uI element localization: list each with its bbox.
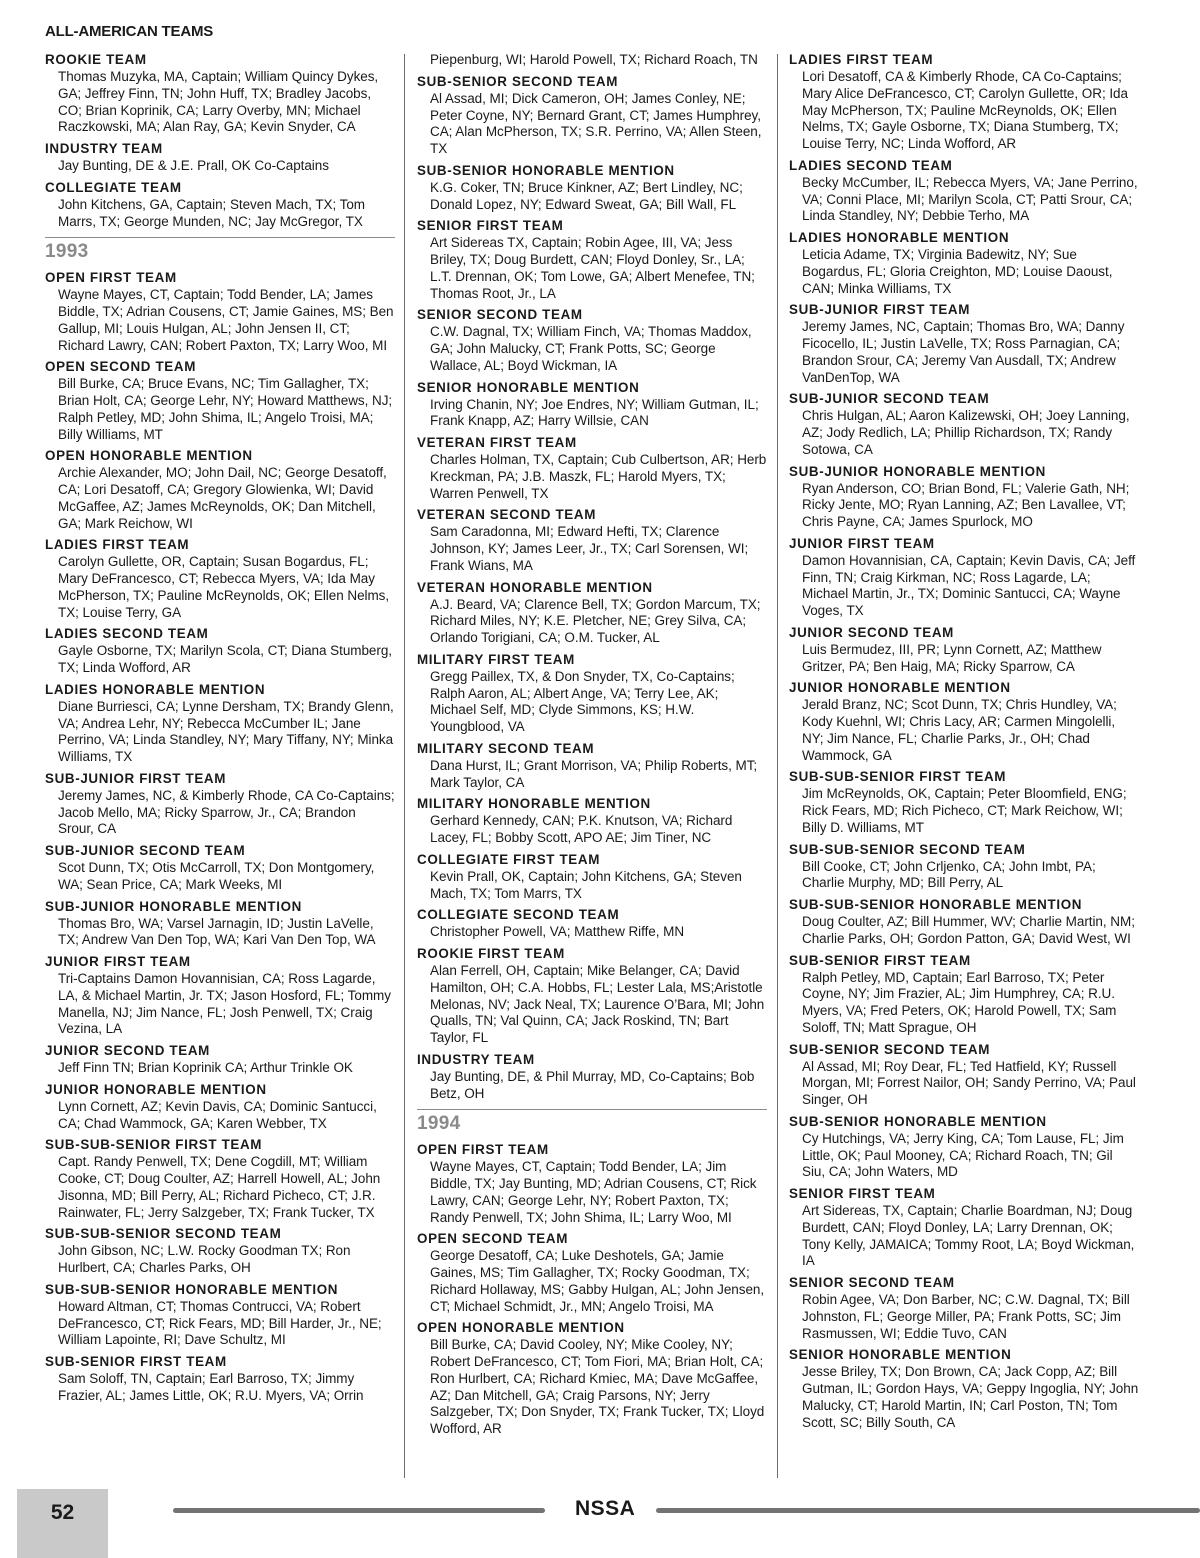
column-2 [417,51,767,1442]
team-title: OPEN HONORABLE MENTION [417,1320,625,1336]
team-members: Piepenburg, WI; Harold Powell, TX; Richard Roach, TN [430,52,758,67]
team-members: Lori Desatoff, CA & Kimberly Rhode, CA Co-Captains; Mary Alice DeFrancesco, CT; Carolyn Gullette, OR; Ida May McPherson, TX; Pauline McReynolds, OK; Ellen Nelms, TX; Gayle Osborne, TX; Diana Stumberg, TX; Louise Terry, NC; Linda Wofford, AR [802,69,1128,151]
team-title: SENIOR SECOND TEAM [789,1275,955,1290]
year-heading: 1994 [417,1109,767,1136]
team-title: LADIES FIRST TEAM [789,52,934,67]
team-title: SUB-SENIOR SECOND TEAM [417,73,619,89]
team-title: OPEN FIRST TEAM [45,270,177,286]
team-title: SENIOR FIRST TEAM [789,1186,936,1201]
team-title: INDUSTRY TEAM [417,1051,535,1067]
team-title: OPEN SECOND TEAM [417,1231,569,1247]
team-section [789,51,1139,153]
team-section [789,1346,1139,1431]
team-section [45,1136,395,1221]
team-members: Bill Burke, CA; Bruce Evans, NC; Tim Gallagher, TX; Brian Holt, CA; George Lehr, NY; Howard Matthews, NJ; Ralph Petley, MD; John Shima, IL; Angelo Troisi, MA; Billy Williams, MT [58,376,393,442]
column-1 [45,51,395,1409]
team-members: Jesse Briley, TX; Don Brown, CA; Jack Copp, AZ; Bill Gutman, IL; Gordon Hays, VA; Geppy Ingoglia, NY; John Malucky, CT; Harold Martin, IN; Carl Poston, TN; Tom Scott, SC; Billy South, CA [802,1364,1139,1430]
team-members: Cy Hutchings, VA; Jerry King, CA; Tom Lause, FL; Jim Little, OK; Paul Mooney, CA; Richard Roach, TN; Gil Siu, CA; John Waters, MD [802,1130,1124,1180]
team-members: Diane Burriesci, CA; Lynne Dersham, TX; Brandy Glenn, VA; Andrea Lehr, NY; Rebecca McCumber IL; Jane Perrino, VA; Linda Standley, NY; Mary Tiffany, NY; Minka Williams, TX [58,698,394,764]
team-title: JUNIOR FIRST TEAM [45,954,191,969]
team-title: VETERAN HONORABLE MENTION [417,579,653,595]
team-title: LADIES HONORABLE MENTION [45,681,266,697]
team-title: SUB-SENIOR FIRST TEAM [789,952,971,968]
team-title: SUB-SENIOR HONORABLE MENTION [417,162,675,178]
page-number-box [17,1489,108,1558]
team-section [789,157,1139,225]
team-members: Jeff Finn TN; Brian Koprinik CA; Arthur Trinkle OK [58,1060,353,1075]
team-members: Capt. Randy Penwell, TX; Dene Cogdill, MT; William Cooke, CT; Doug Coulter, AZ; Harrell Howell, AL; John Jisonna, MD; Bill Perry, AL; Richard Picheco, CT; J.R. Rainwater, FL; Jerry Salzgeber, TX; Frank Tucker, TX [58,1154,381,1220]
team-title: SUB-SENIOR FIRST TEAM [45,1354,227,1369]
team-title: SENIOR HONORABLE MENTION [789,1347,1012,1363]
team-members: Wayne Mayes, CT, Captain; Todd Bender, LA; Jim Biddle, TX; Jay Bunting, MD; Adrian Cousens, CT; Rick Lawry, CAN; George Lehr, NY; Robert Paxton, TX; Randy Penwell, TX; John Shima, IL; Larry Woo, MI [430,1159,757,1225]
team-members: Charles Holman, TX, Captain; Cub Culbertson, AR; Herb Kreckman, PA; J.B. Maszk, FL; Harold Myers, TX; Warren Penwell, TX [430,452,767,501]
team-section [45,140,395,175]
team-section [789,1274,1139,1342]
team-section [789,952,1139,1037]
team-members: Becky McCumber, IL; Rebecca Myers, VA; Jane Perrino, VA; Conni Place, MI; Marilyn Scola, CT; Patti Srour, CA; Linda Standley, NY; Debbie Terho, MA [802,174,1138,224]
team-section [789,463,1139,531]
team-members: John Kitchens, GA, Captain; Steven Mach, TX; Tom Marrs, TX; George Munden, NC; Jay McGregor, TX [58,196,366,229]
team-section [789,679,1139,764]
team-title: MILITARY SECOND TEAM [417,740,595,756]
team-members: Robin Agee, VA; Don Barber, NC; C.W. Dagnal, TX; Bill Johnston, FL; George Miller, PA; Frank Potts, SC; Jim Rasmussen, WI; Eddie Tuvo, CAN [802,1292,1130,1341]
team-title: ROOKIE FIRST TEAM [417,946,565,961]
team-title: SUB-SUB-SENIOR SECOND TEAM [45,1226,282,1242]
team-members: Sam Caradonna, MI; Edward Hefti, TX; Clarence Johnson, KY; James Leer, Jr., TX; Carl Sorensen, WI; Frank Wians, MA [430,524,749,573]
team-title: SUB-JUNIOR SECOND TEAM [45,843,246,858]
team-members: Jeremy James, NC, & Kimberly Rhode, CA Co-Captains; Jacob Mello, MA; Ricky Sparrow, Jr., CA; Brandon Srour, CA [58,787,395,837]
team-section [417,795,767,847]
column-divider [777,54,778,1478]
team-title: INDUSTRY TEAM [45,141,163,156]
team-title: LADIES SECOND TEAM [45,626,209,642]
team-title: SUB-SUB-SENIOR SECOND TEAM [789,841,1026,857]
team-members: A.J. Beard, VA; Clarence Bell, TX; Gordon Marcum, TX; Richard Miles, NY; K.E. Pletcher, NE; Grey Silva, CA; Orlando Torigiani, CA; O.M. Tucker, AL [430,596,761,645]
team-title: MILITARY HONORABLE MENTION [417,796,651,812]
team-section [45,1225,395,1277]
team-section [789,624,1139,676]
team-members: Gayle Osborne, TX; Marilyn Scola, CT; Diana Stumberg, TX; Linda Wofford, AR [58,643,392,675]
team-section [789,1113,1139,1181]
team-title: LADIES SECOND TEAM [789,157,953,173]
team-title: COLLEGIATE SECOND TEAM [417,907,620,923]
page-title: ALL-AMERICAN TEAMS [45,23,214,40]
footer-brand: NSSA [575,1497,636,1520]
team-members: Howard Altman, CT; Thomas Contrucci, VA; Robert DeFrancesco, CT; Rick Fears, MD; Bill Harder, Jr., NE; William Lapointe, RI; Dave Schultz, MI [58,1298,382,1348]
team-members: Bill Cooke, CT; John Crljenko, CA; John Imbt, PA; Charlie Murphy, MD; Bill Perry, AL [802,858,1096,891]
team-section [789,229,1139,297]
team-members: Ralph Petley, MD, Captain; Earl Barroso, TX; Peter Coyne, NY; Jim Frazier, AL; Jim Humphrey, CA; R.U. Myers, VA; Fred Peters, OK; Harold Powell, TX; Sam Soloff, TN; Matt Sprague, OH [802,969,1117,1035]
team-section [417,379,767,431]
team-members: Thomas Muzyka, MA, Captain; William Quincy Dykes, GA; Jeffrey Finn, TN; John Huff, TX; Bradley Jacobs, CO; Brian Koprinik, CA; Larry Overby, MN; Michael Raczkowski, MA; Alan Ray, GA; Kevin Snyder, CA [58,69,379,135]
team-section [45,953,395,1038]
team-members: Ryan Anderson, CO; Brian Bond, FL; Valerie Gath, NH; Ricky Jente, MO; Ryan Lanning, AZ; Ben Lavallee, VT; Chris Payne, CA; James Spurlock, MO [802,480,1130,529]
team-title: JUNIOR HONORABLE MENTION [45,1081,267,1097]
team-members: C.W. Dagnal, TX; William Finch, VA; Thomas Maddox, GA; John Malucky, CT; Frank Potts, SC; George Wallace, AL; Boyd Wickman, IA [430,324,752,373]
team-title: OPEN SECOND TEAM [45,359,197,375]
team-section [45,1042,395,1077]
team-members: George Desatoff, CA; Luke Deshotels, GA; Jamie Gaines, MS; Tim Gallagher, TX; Rocky Goodman, TX; Richard Hollaway, MS; Gabby Hulgan, AL; John Jensen, CT; Michael Schmidt, Jr., MN; Angelo Troisi, MA [430,1248,765,1314]
team-title: SUB-SUB-SENIOR FIRST TEAM [789,769,1007,785]
team-section [45,625,395,677]
team-title: SUB-SUB-SENIOR HONORABLE MENTION [45,1281,339,1297]
team-members: Thomas Bro, WA; Varsel Jarnagin, ID; Justin LaVelle, TX; Andrew Van Den Top, WA; Kari Van Den Top, WA [58,915,376,948]
team-title: VETERAN FIRST TEAM [417,435,577,450]
team-section [417,579,767,647]
team-members: Alan Ferrell, OH, Captain; Mike Belanger, CA; David Hamilton, OH; C.A. Hobbs, FL; Lester Lala, MS;Aristotle Melonas, NV; Jack Neal, TX; Laurence O’Bara, MI; John Qualls, TN; Val Quinn, CA; Jack Roskind, TN; Bart Taylor, FL [430,963,765,1045]
team-members: Gerhard Kennedy, CAN; P.K. Knutson, VA; Richard Lacey, FL; Bobby Scott, APO AE; Jim Tiner, NC [430,813,733,845]
team-title: JUNIOR HONORABLE MENTION [789,680,1011,696]
team-section [45,681,395,766]
team-members: Irving Chanin, NY; Joe Endres, NY; William Gutman, IL; Frank Knapp, AZ; Harry Willsie, CAN [430,396,759,429]
team-section [789,1041,1139,1109]
team-members: Al Assad, MI; Roy Dear, FL; Ted Hatfield, KY; Russell Morgan, MI; Forrest Nailor, OH; Sandy Perrino, VA; Paul Singer, OH [802,1058,1136,1107]
team-title: LADIES FIRST TEAM [45,537,190,553]
team-title: COLLEGIATE FIRST TEAM [417,851,601,867]
team-members: Archie Alexander, MO; John Dail, NC; George Desatoff, CA; Lori Desatoff, CA; Gregory Glowienka, WI; David McGaffee, AZ; James McReynolds, OK; Dan Mitchell, GA; Mark Reichow, WI [58,465,387,531]
team-members: Art Sidereas TX, Captain; Robin Agee, III, VA; Jess Briley, TX; Doug Burdett, CAN; Floyd Donley, Sr., LA; L.T. Drennan, OK; Tom Lowe, GA; Albert Menefee, TN; Thomas Root, Jr., LA [430,235,755,301]
team-members: Chris Hulgan, AL; Aaron Kalizewski, OH; Joey Lanning, AZ; Jody Redlich, LA; Phillip Richardson, TX; Randy Sotowa, CA [802,408,1130,457]
team-members: Luis Bermudez, III, PR; Lynn Cornett, AZ; Matthew Gritzer, PA; Ben Haig, MA; Ricky Sparrow, CA [802,641,1102,674]
team-members: Jim McReynolds, OK, Captain; Peter Bloomfield, ENG; Rick Fears, MD; Rich Picheco, CT; Mark Reichow, WI; Billy D. Williams, MT [802,786,1127,835]
team-section [417,945,767,1047]
team-section [417,740,767,792]
team-section [417,1141,767,1226]
team-title: JUNIOR SECOND TEAM [45,1043,210,1058]
team-section [45,269,395,354]
column-3 [789,51,1139,1435]
team-members: Dana Hurst, IL; Grant Morrison, VA; Philip Roberts, MT; Mark Taylor, CA [430,757,758,790]
team-section [45,842,395,894]
team-members: Damon Hovannisian, CA, Captain; Kevin Davis, CA; Jeff Finn, TN; Craig Kirkman, NC; Ross Lagarde, LA; Michael Martin, Jr., TX; Dominic Santucci, CA; Wayne Voges, TX [802,552,1136,618]
team-section [789,768,1139,836]
team-title: SUB-SUB-SENIOR FIRST TEAM [45,1137,263,1153]
team-section [45,770,395,838]
team-title: OPEN FIRST TEAM [417,1142,549,1158]
page-number: 52 [50,1501,75,1524]
team-section [417,851,767,903]
column-divider [404,54,405,1478]
team-section [417,1230,767,1315]
team-members: Al Assad, MI; Dick Cameron, OH; James Conley, NE; Peter Coyne, NY; Bernard Grant, CT; James Humphrey, CA; Alan McPherson, TX; S.R. Perrino, VA; Allen Steen, TX [430,90,762,156]
team-title: SUB-JUNIOR FIRST TEAM [45,770,227,786]
year-heading: 1993 [45,237,395,264]
team-members: Bill Burke, CA; David Cooley, NY; Mike Cooley, NY; Robert DeFrancesco, CT; Tom Fiori, MA; Brian Holt, CA; Ron Hurlbert, CA; Richard Kmiec, MA; Dave McGaffee, AZ; Dan Mitchell, GA; Craig Parsons, NY; Jerry Salzgeber, TX; Don Snyder, TX; Frank Tucker, TX; Lloyd Wofford, AR [430,1337,765,1436]
team-members: Christopher Powell, VA; Matthew Riffe, MN [430,924,685,940]
team-members: Scot Dunn, TX; Otis McCarroll, TX; Don Montgomery, WA; Sean Price, CA; Mark Weeks, MI [58,860,375,892]
team-section [45,1281,395,1349]
team-members: Jay Bunting, DE, & Phil Murray, MD, Co-Captains; Bob Betz, OH [430,1068,755,1101]
team-title: SUB-JUNIOR SECOND TEAM [789,391,990,407]
team-members: John Gibson, NC; L.W. Rocky Goodman TX; Ron Hurlbert, CA; Charles Parks, OH [58,1243,351,1275]
team-section [417,651,767,736]
team-section [45,447,395,532]
team-members: Jay Bunting, DE & J.E. Prall, OK Co-Captains [58,158,329,173]
team-section [417,506,767,574]
team-members: Sam Soloff, TN, Captain; Earl Barroso, TX; Jimmy Frazier, AL; James Little, OK; R.U. Myers, VA; Orrin [58,1371,364,1403]
team-section [417,1319,767,1438]
team-members: Leticia Adame, TX; Virginia Badewitz, NY; Sue Bogardus, FL; Gloria Creighton, MD; Louise Daoust, CAN; Minka Williams, TX [802,247,1113,296]
team-members: Art Sidereas, TX, Captain; Charlie Boardman, NJ; Doug Burdett, CAN; Floyd Donley, LA; Larry Drennan, OK; Tony Kelly, JAMAICA; Tommy Root, LA; Boyd Wickman, IA [802,1203,1135,1269]
team-title: SUB-SENIOR HONORABLE MENTION [789,1113,1047,1129]
team-members: Kevin Prall, OK, Captain; John Kitchens, GA; Steven Mach, TX; Tom Marrs, TX [430,868,742,901]
team-title: JUNIOR SECOND TEAM [789,624,954,640]
team-section [789,896,1139,948]
team-members: Tri-Captains Damon Hovannisian, CA; Ross Lagarde, LA, & Michael Martin, Jr. TX; Jason Hosford, FL; Tommy Manella, NJ; Jim Nance, FL; Josh Penwell, TX; Craig Vezina, LA [58,971,391,1037]
team-title: LADIES HONORABLE MENTION [789,230,1010,245]
team-title: ROOKIE TEAM [45,52,147,67]
team-section [45,179,395,231]
team-section [45,536,395,621]
team-section [417,162,767,214]
team-members: Jerald Branz, NC; Scot Dunn, TX; Chris Hundley, VA; Kody Kuehnl, WI; Chris Lacy, AR; Carmen Mingolelli, NY; Jim Nance, FL; Charlie Parks, Jr., OH; Chad Wammock, GA [802,697,1117,763]
team-section [417,52,767,69]
team-section [45,898,395,950]
team-title: COLLEGIATE TEAM [45,179,182,195]
team-section [45,1353,395,1405]
team-section [417,1051,767,1103]
team-members: Wayne Mayes, CT, Captain; Todd Bender, LA; James Biddle, TX; Adrian Cousens, CT; Jamie Gaines, MS; Ben Gallup, MI; Louis Hulgan, AL; John Jensen II, CT; Richard Lawry, CAN; Robert Paxton, TX; Larry Woo, MI [58,287,394,353]
team-title: MILITARY FIRST TEAM [417,651,575,667]
team-section [45,358,395,443]
team-section [789,841,1139,893]
team-section [45,1081,395,1133]
team-section [45,51,395,136]
team-title: SENIOR FIRST TEAM [417,218,564,234]
team-section [789,390,1139,458]
team-title: SUB-JUNIOR HONORABLE MENTION [45,898,303,914]
team-title: SUB-JUNIOR FIRST TEAM [789,302,971,318]
team-title: SUB-SUB-SENIOR HONORABLE MENTION [789,897,1083,912]
team-title: SENIOR HONORABLE MENTION [417,379,640,395]
team-title: OPEN HONORABLE MENTION [45,448,253,464]
team-title: SUB-JUNIOR HONORABLE MENTION [789,463,1047,479]
team-section [417,73,767,158]
footer-rule [656,1508,1200,1513]
team-title: SUB-SENIOR SECOND TEAM [789,1041,991,1057]
team-section [417,434,767,502]
team-members: K.G. Coker, TN; Bruce Kinkner, AZ; Bert Lindley, NC; Donald Lopez, NY; Edward Sweat, GA; Bill Wall, FL [430,179,743,212]
team-title: VETERAN SECOND TEAM [417,507,597,523]
team-section [789,301,1139,386]
team-section [417,217,767,302]
footer-rule [173,1508,545,1513]
team-section [789,1185,1139,1270]
team-members: Jeremy James, NC, Captain; Thomas Bro, WA; Danny Ficocello, IL; Justin LaVelle, TX; Ross Parnagian, CA; Brandon Srour, CA; Jeremy Van Ausdall, TX; Andrew VanDenTop, WA [802,319,1125,385]
team-section [789,535,1139,620]
team-members: Doug Coulter, AZ; Bill Hummer, WV; Charlie Martin, NM; Charlie Parks, OH; Gordon Patton, GA; David West, WI [802,914,1135,946]
team-title: SENIOR SECOND TEAM [417,307,583,323]
team-members: Carolyn Gullette, OR, Captain; Susan Bogardus, FL; Mary DeFrancesco, CT; Rebecca Myers, VA; Ida May McPherson, TX; Pauline McReynolds, OK; Ellen Nelms, TX; Louise Terry, GA [58,554,390,620]
team-members: Gregg Paillex, TX, & Don Snyder, TX, Co-Captains; Ralph Aaron, AL; Albert Ange, VA; Terry Lee, AK; Michael Self, MD; Clyde Simmons, KS; H.W. Youngblood, VA [430,668,735,734]
team-members: Lynn Cornett, AZ; Kevin Davis, CA; Dominic Santucci, CA; Chad Wammock, GA; Karen Webber, TX [58,1098,377,1131]
team-section [417,306,767,374]
team-title: JUNIOR FIRST TEAM [789,535,935,551]
team-section [417,906,767,941]
